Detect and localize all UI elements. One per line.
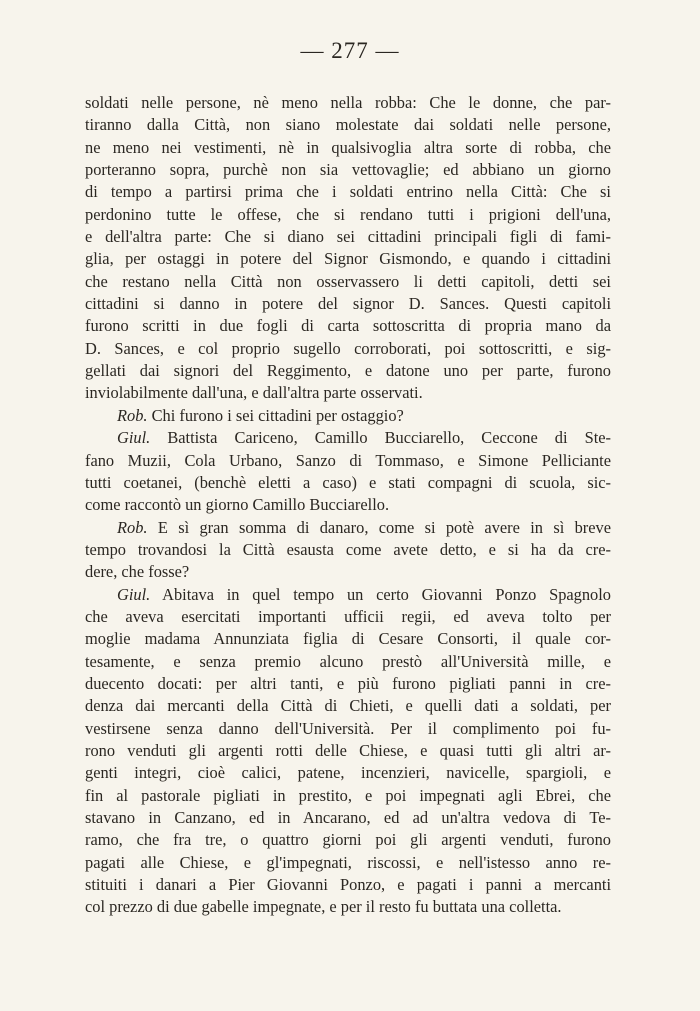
text-line (85, 293, 611, 315)
text-line (85, 92, 611, 114)
line-text: ne meno nei vestimenti, nè in qualsivoglia altra sorte di robba, che (85, 137, 611, 157)
text-line (85, 181, 611, 203)
line-text: perdonino tutte le offese, che si rendano tutti i prigioni dell'una, (85, 204, 611, 224)
text-line (85, 137, 611, 159)
line-text: gellati dai signori del Reggimento, e datone uno per parte, furono (85, 361, 611, 381)
speaker-label: Rob. (117, 405, 148, 425)
line-text: inviolabilmente dall'una, e dall'altra parte osservati. (85, 383, 423, 403)
line-text: che restano nella Città non osservassero li detti capitoli, detti sei (85, 271, 611, 291)
text-line (85, 114, 611, 136)
line-text: e dell'altra parte: Che si diano sei cittadini principali figli di fami- (85, 227, 611, 247)
line-text: Abitava in quel tempo un certo Giovanni Ponzo Spagnolo (162, 584, 611, 604)
speaker-label: Giul. (117, 584, 151, 604)
text-line (85, 718, 611, 740)
text-line (85, 852, 611, 874)
text-line (85, 584, 611, 606)
line-text: denza dai mercanti della Città di Chieti, e quelli dati a soldati, per (85, 696, 611, 716)
line-text: stituiti i danari a Pier Giovanni Ponzo, e pagati i panni a mercanti (85, 875, 611, 895)
line-text: tiranno dalla Città, non siano molestate dai soldati nelle persone, (85, 115, 611, 135)
line-text: porteranno sopra, purchè non sia vettovaglie; ed abbiano un giorno (85, 160, 611, 180)
text-line (85, 896, 611, 918)
text-line (85, 628, 611, 650)
text-line (85, 785, 611, 807)
line-text: col prezzo di due gabelle impegnate, e per il resto fu buttata una colletta. (85, 897, 562, 917)
body-text (85, 92, 611, 919)
text-line (85, 248, 611, 270)
line-text: duecento docati: per altri tanti, e più furono pigliati panni in cre- (85, 673, 611, 693)
text-line (85, 740, 611, 762)
line-text: tutti coetanei, (benchè eletti a caso) e stati compagni di scuola, sic- (85, 472, 611, 492)
text-line (85, 427, 611, 449)
text-line (85, 226, 611, 248)
line-text: dere, che fosse? (85, 562, 190, 582)
text-line (85, 315, 611, 337)
line-text: tempo trovandosi la Città esausta come avete detto, e si ha da cre- (85, 539, 611, 559)
line-text: Battista Cariceno, Camillo Bucciarello, Ceccone di Ste- (167, 428, 611, 448)
line-text: cittadini si danno in potere del signor D. Sances. Questi capitoli (85, 294, 611, 314)
text-line (85, 673, 611, 695)
line-text: tesamente, e senza premio alcuno prestò all'Università mille, e (85, 651, 611, 671)
text-line (85, 360, 611, 382)
line-text: glia, per ostaggi in potere del Signor Gismondo, e quando i cittadini (85, 249, 611, 269)
line-text: rono venduti gli argenti rotti delle Chiese, e quasi tutti gli altri ar- (85, 740, 611, 760)
line-text: che aveva esercitati importanti ufficii regii, ed aveva tolto per (85, 606, 611, 626)
line-text: furono scritti in due fogli di carta sottoscritta di propria mano da (85, 316, 611, 336)
line-text: E sì gran somma di danaro, come si potè avere in sì breve (157, 517, 611, 537)
text-line (85, 874, 611, 896)
line-text: di tempo a partirsi prima che i soldati entrino nella Città: Che si (85, 182, 611, 202)
text-line (85, 271, 611, 293)
line-text: vestirsene senza danno dell'Università. Per il complimento poi fu- (85, 718, 611, 738)
line-text: D. Sances, e col proprio sugello corroborati, poi sottoscritti, e sig- (85, 338, 611, 358)
text-line (85, 517, 611, 539)
line-text: genti integri, cioè calici, patene, incenzieri, navicelle, spargioli, e (85, 763, 611, 783)
text-line (85, 472, 611, 494)
text-line (85, 382, 611, 404)
text-line (85, 494, 611, 516)
line-text: ramo, che fra tre, o quattro giorni poi gli argenti venduti, furono (85, 830, 611, 850)
text-line (85, 606, 611, 628)
text-line (85, 338, 611, 360)
text-line (85, 807, 611, 829)
line-text: pagati alle Chiese, e gl'impegnati, riscossi, e nell'istesso anno re- (85, 852, 611, 872)
line-text: Chi furono i sei cittadini per ostaggio? (151, 405, 404, 425)
text-line (85, 159, 611, 181)
speaker-label: Rob. (117, 517, 148, 537)
line-text: fano Muzii, Cola Urbano, Sanzo di Tommaso, e Simone Pelliciante (85, 450, 611, 470)
text-line (85, 539, 611, 561)
line-text: stavano in Canzano, ed in Ancarano, ed ad un'altra vedova di Te- (85, 808, 611, 827)
text-line (85, 651, 611, 673)
line-text: soldati nelle persone, nè meno nella robba: Che le donne, che par- (85, 93, 611, 112)
text-line (85, 450, 611, 472)
text-line (85, 405, 611, 427)
text-line (85, 829, 611, 851)
text-line (85, 695, 611, 717)
text-line (85, 561, 611, 583)
speaker-label: Giul. (117, 428, 151, 448)
line-text: come raccontò un giorno Camillo Bucciarello. (85, 495, 390, 515)
text-line (85, 762, 611, 784)
text-line (85, 204, 611, 226)
line-text: moglie madama Annunziata figlia di Cesare Consorti, il quale cor- (85, 629, 611, 649)
page-number: — 277 — (300, 38, 400, 63)
line-text: fin al pastorale pigliati in prestito, e poi impegnati agli Ebrei, che (85, 785, 611, 805)
